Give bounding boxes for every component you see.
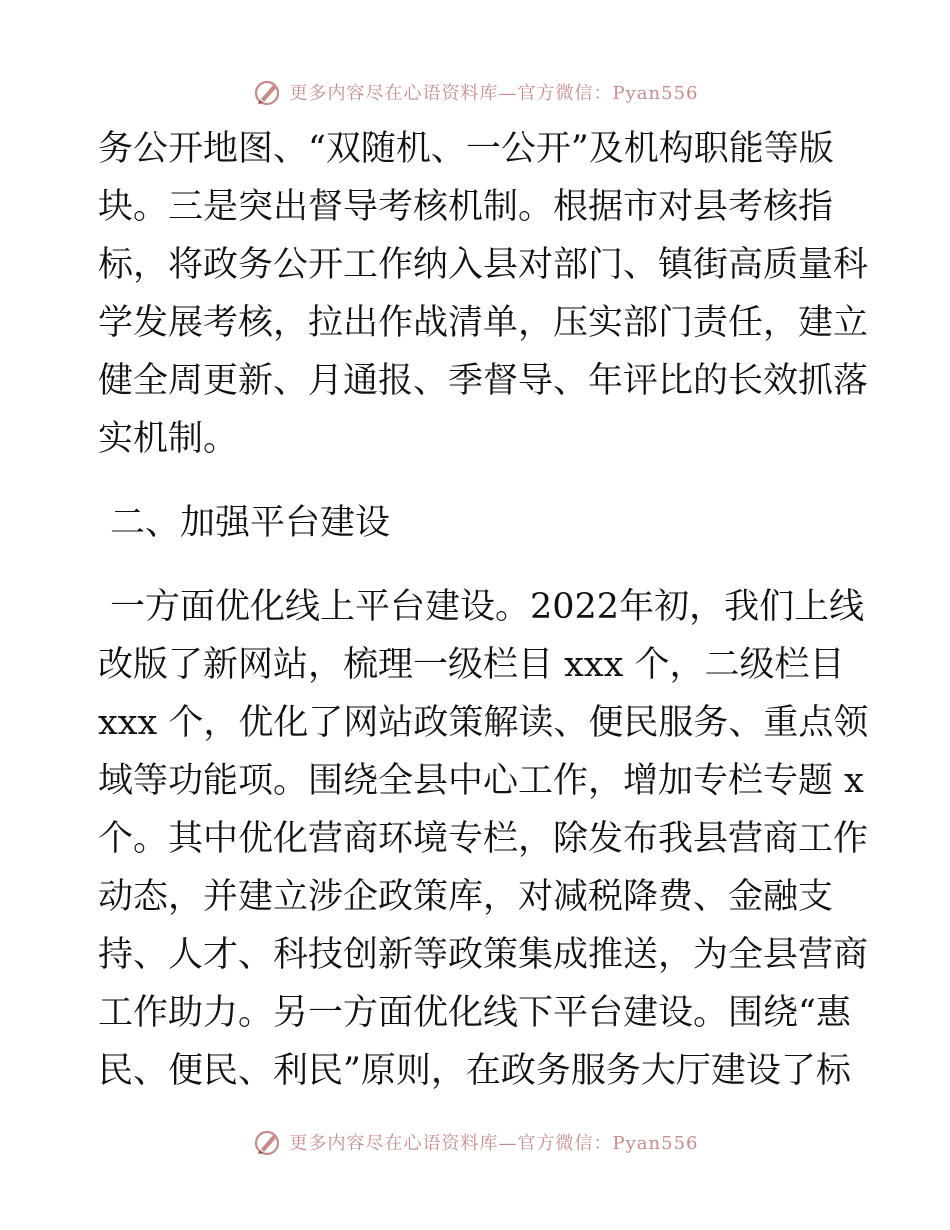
- document-body: [98, 120, 869, 1100]
- pen-logo-icon: [252, 76, 284, 108]
- watermark-text: 更多内容尽在心语资料库—官方微信：Pyan556: [289, 83, 699, 104]
- pen-logo-icon: [252, 1126, 284, 1158]
- body-line: 一方面优化线上平台建设。2022年初，我们上线: [110, 587, 865, 627]
- spacer: [98, 552, 858, 578]
- body-line: 块。三是突出督导考核机制。根据市对县考核指: [98, 187, 834, 227]
- body-line: 域等功能项。围绕全县中心工作，增加专栏专题 x: [98, 761, 864, 801]
- body-line: 实机制。: [98, 419, 239, 459]
- body-line: 改版了新网站，梳理一级栏目 xxx 个，二级栏目: [98, 645, 845, 685]
- body-line: 标，将政务公开工作纳入县对部门、镇街高质量科: [98, 245, 869, 285]
- spacer: [98, 468, 858, 494]
- body-line: xxx 个，优化了网站政策解读、便民服务、重点领: [98, 703, 869, 743]
- body-line: 工作助力。另一方面优化线下平台建设。围绕“惠: [98, 993, 851, 1033]
- body-line: 动态，并建立涉企政策库，对减税降费、金融支: [98, 877, 834, 917]
- section-heading: 二、加强平台建设: [110, 503, 391, 543]
- body-line: 健全周更新、月通报、季督导、年评比的长效抓落: [98, 361, 869, 401]
- watermark-brand: [252, 76, 699, 108]
- body-line: 个。其中优化营商环境专栏，除发布我县营商工作: [98, 819, 869, 859]
- body-line: 务公开地图、“双随机、一公开”及机构职能等版: [98, 129, 834, 169]
- header-watermark: [0, 72, 950, 112]
- footer-watermark: [0, 1122, 950, 1162]
- body-line: 持、人才、科技创新等政策集成推送，为全县营商: [98, 935, 869, 975]
- body-line: 民、便民、利民”原则，在政务服务大厅建设了标: [98, 1051, 851, 1091]
- watermark-brand: [252, 1126, 699, 1158]
- watermark-text: 更多内容尽在心语资料库—官方微信：Pyan556: [289, 1133, 699, 1154]
- body-line: 学发展考核，拉出作战清单，压实部门责任，建立: [98, 303, 869, 343]
